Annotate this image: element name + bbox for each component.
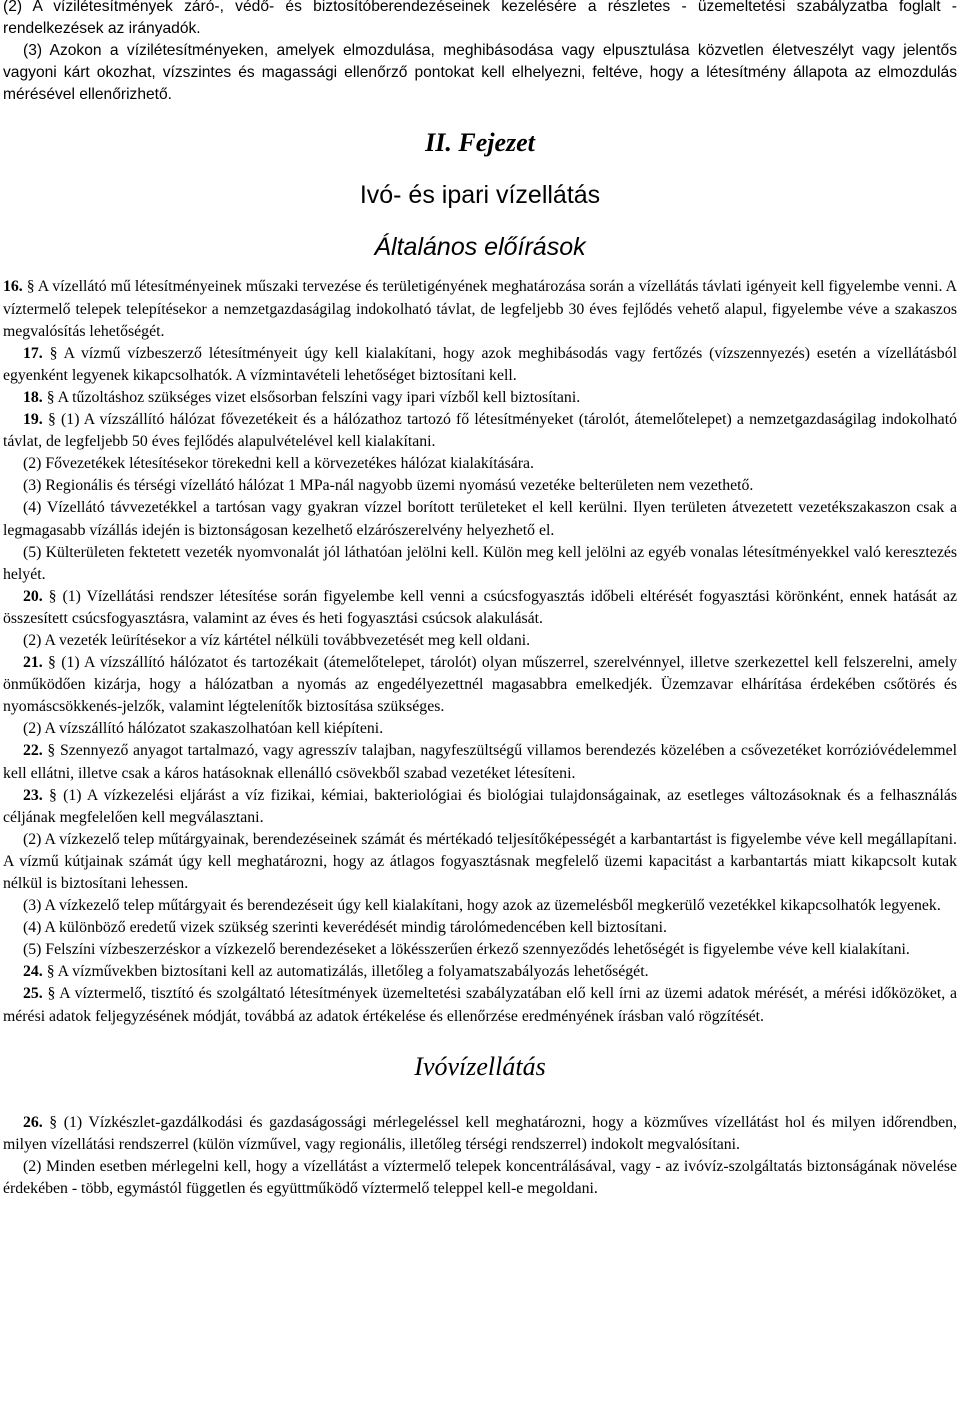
section-number: 20. xyxy=(23,587,43,605)
section-text: § A vízmű vízbeszerző létesítményeit úgy kell kialakítani, hogy azok meghibásodás vagy fertőzés (vízszennyezés) esetén a vízellátásból egyenként legyenek kikapcsolhatók. A vízmintavételi lehetőséget biztosítani kell. xyxy=(3,344,957,384)
paragraph-section xyxy=(3,409,957,453)
section-number: 18. xyxy=(23,388,43,406)
paragraph-section xyxy=(3,1112,957,1156)
paragraph-section xyxy=(3,343,957,387)
paragraph-section xyxy=(3,387,957,409)
paragraph: (2) Fővezetékek létesítésekor törekedni kell a körvezetékes hálózat kialakítására. xyxy=(23,455,534,473)
section-text: § A vízellátó mű létesítményeinek műszaki tervezése és területigényének meghatározása során a vízellátás távlati igényeit kell figyelembe venni. A víztermelő telepek telepítésekor a nemzetgazdaságilag indokolható távlat, de legfeljebb 30 éves fejlődés vehető alapul, figyelembe véve a szakaszos megvalósítás lehetőségét. xyxy=(3,278,957,340)
paragraph-section xyxy=(3,983,957,1027)
paragraph: (3) Azokon a vízilétesítményeken, amelyek elmozdulása, meghibásodása vagy elpusztulása közvetlen életveszélyt vagy jelentős vagyoni kárt okozhat, vízszintes és magassági ellenőrző pontokat kell elhelyezni, feltéve, hogy a létesítmény állapota az elmozdulás mérésével ellenőrizhető. xyxy=(3,42,957,104)
section-text: § (1) Vízellátási rendszer létesítése során figyelembe kell venni a csúcsfogyasztás időbeli eltérését fogyasztási körönként, ennek hatását az összesített csúcsfogyasztásra, valamint az éves és heti fogyasztási csúcsok alakulását. xyxy=(3,587,957,627)
paragraph: (2) A vízszállító hálózatot szakaszolhatóan kell kiépíteni. xyxy=(23,720,384,738)
paragraph: (3) A vízkezelő telep műtárgyait és berendezéseit úgy kell kialakítani, hogy azok az üzemelésből megkerülő vezetékkel kikapcsolhatók legyenek. xyxy=(23,897,941,915)
paragraph-section xyxy=(3,586,957,630)
chapter-title: Ivó- és ipari vízellátás xyxy=(359,181,601,210)
paragraph: (4) A különböző eredetű vizek szükség szerinti keverédését mindig tárolómedencében kell biztosítani. xyxy=(23,919,667,937)
section-text: § A víztermelő, tisztító és szolgáltató létesítmények üzemeltetési szabályzatában elő kell írni az üzemi adatok mérését, a mérési időközöket, a mérési adatok feljegyzésének módját, továbbá az adatok értékelése és ellenőrzése eredményének írásban való rögzítését. xyxy=(3,985,957,1025)
section-number: 25. xyxy=(23,985,43,1003)
section-number: 23. xyxy=(23,786,43,804)
paragraph-section xyxy=(3,785,957,829)
section-text: § Szennyező anyagot tartalmazó, vagy agresszív talajban, nagyfeszültségű villamos berendezés közelében a csővezetéket korrózióvédelemmel kell ellátni, illetve csak a káros hatásoknak ellenálló csövekből szabad vezetéket létesíteni. xyxy=(3,742,957,782)
paragraph-section xyxy=(3,961,957,983)
paragraph: (2) A vezeték leürítésekor a víz kártétel nélküli továbbvezetését meg kell oldani. xyxy=(23,631,531,649)
section-number: 21. xyxy=(23,654,43,672)
paragraph: (2) Minden esetben mérlegelni kell, hogy a vízellátást a víztermelő telepek koncentrálásával, vagy - az ivóvíz-szolgáltatás biztonságának növelése érdekében - több, egymástól független és együttműködő víztermelő teleppel kell-e megoldani. xyxy=(3,1157,957,1197)
paragraph-section xyxy=(3,276,957,342)
section-number: 26. xyxy=(23,1113,43,1131)
chapter-heading: II. Fejezet xyxy=(425,128,535,158)
section-number: 22. xyxy=(23,742,43,760)
paragraph: (3) Regionális és térségi vízellátó hálózat 1 MPa-nál nagyobb üzemi nyomású vezetéke belterületen nem vezethető. xyxy=(23,477,754,495)
section-number: 17. xyxy=(23,344,43,362)
section-text: § (1) A vízszállító hálózatot és tartozékait (átemelőtelepet, tárolót) olyan műszerrel, szerelvénnyel, illetve szerkezettel kell felszerelni, amely önműködően kizárja, hogy a hálózatban a nyomás az engedélyezettnél magasabbra emelkedjék. Üzemzavar elhárítása érdekében csőtörés és nyomáscsökkenés-jelzők, valamint légtelenítők biztosítása szükséges. xyxy=(3,654,957,716)
paragraph-section xyxy=(3,740,957,784)
section-number: 24. xyxy=(23,963,43,981)
section-text: § (1) A vízkezelési eljárást a víz fizikai, kémiai, bakteriológiai és biológiai tulajdonságainak, az esetleges változásoknak és a felhasználás céljának megfelelően kell megválasztani. xyxy=(3,786,957,826)
section-text: § A tűzoltáshoz szükséges vizet elsősorban felszíni vagy ipari vízből kell biztosítani. xyxy=(42,388,581,406)
section-number: 16. xyxy=(3,278,23,296)
section-heading: Ivóvízellátás xyxy=(414,1051,546,1081)
paragraph: (4) Vízellátó távvezetékkel a tartósan vagy gyakran vízzel borított területeket el kell kerülni. Ilyen területen átvezetett vezetékszakaszon csak a legmagasabb vízállás idején is biztonságosan kezelhető elzárószerelvény helyezhető el. xyxy=(3,499,957,539)
paragraph: (5) Felszíni vízbeszerzéskor a vízkezelő berendezéseket a lökésszerűen érkező szennyeződés lehetőségét is figyelembe véve kell kialakítani. xyxy=(23,941,910,959)
section-text: § (1) A vízszállító hálózat fővezetékeit és a hálózathoz tartozó fő létesítményeket (tárolót, átemelőtelepet) a nemzetgazdaságilag indokolható távlat, de legfeljebb 50 éves fejlődés alapulvételével kell kialakítani. xyxy=(3,411,957,451)
section-number: 19. xyxy=(23,411,43,429)
section-text: § A vízművekben biztosítani kell az automatizálás, illetőleg a folyamatszabályozás lehetőségét. xyxy=(42,963,649,981)
paragraph: (2) A vízkezelő telep műtárgyainak, berendezéseinek számát és mértékadó teljesítőképességét a karbantartást is figyelembe véve kell megállapítani. A vízmű kútjainak számát úgy kell meghatározni, hogy az átlagos fogyasztásnak megfelelő üzemi kapacitást a karbantartás miatt kikapcsolt kutak nélkül is biztosítani lehessen. xyxy=(3,830,957,892)
paragraph: (5) Külterületen fektetett vezeték nyomvonalát jól láthatóan jelölni kell. Külön meg kell jelölni az egyéb vonalas létesítményekkel való keresztezés helyét. xyxy=(3,543,957,583)
paragraph-section xyxy=(3,652,957,718)
section-text: § (1) Vízkészlet-gazdálkodási és gazdaságossági mérlegeléssel kell meghatározni, hogy a közműves vízellátást hol és milyen időrendben, milyen vízellátási rendszerrel (külön vízművel, vagy regionális, illetőleg térségi rendszerrel) indokolt megvalósítani. xyxy=(3,1113,957,1153)
section-heading: Általános előírások xyxy=(374,233,586,262)
paragraph: (2) A vízilétesítmények záró-, védő- és biztosítóberendezéseinek kezelésére a részletes - üzemeltetési szabályzatba foglalt - rendelkezések az irányadók. xyxy=(3,0,957,38)
